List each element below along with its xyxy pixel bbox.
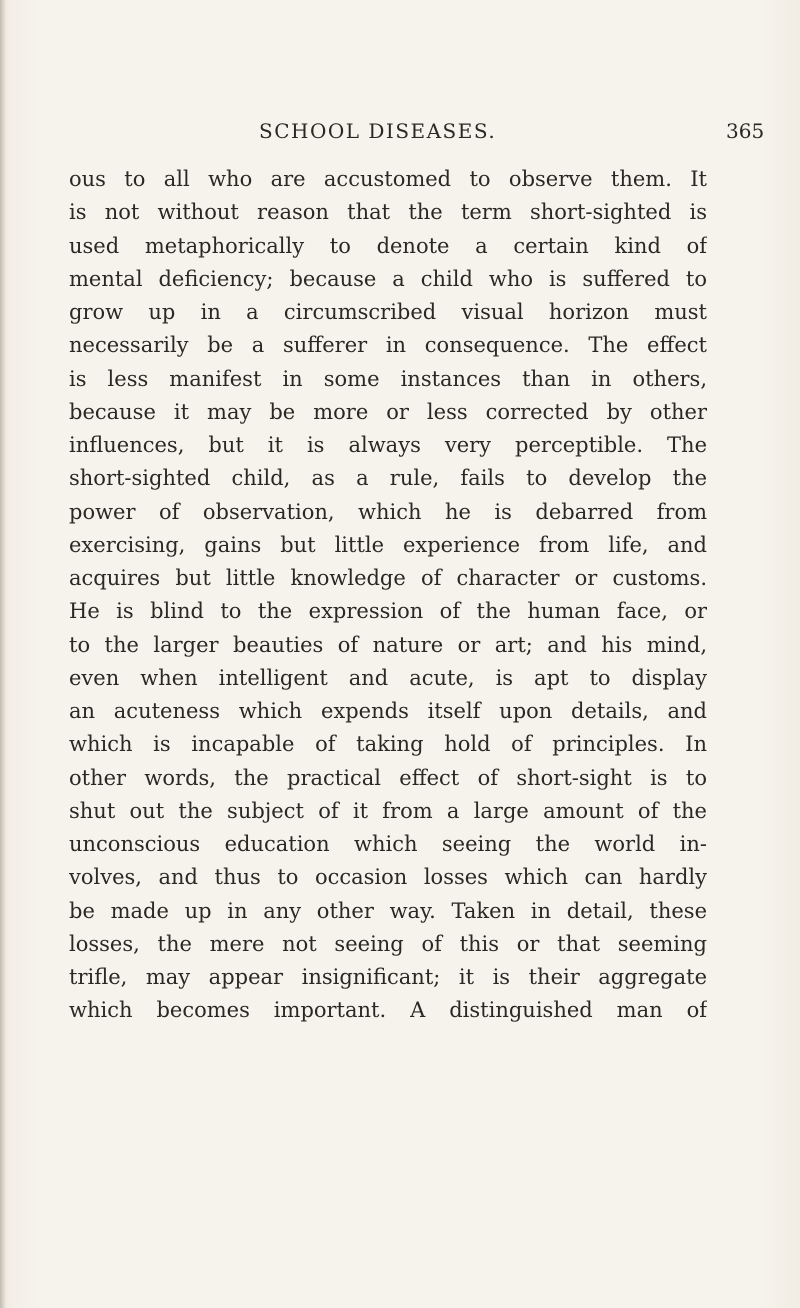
text-line: used metaphorically to denote a certain kind of bbox=[69, 233, 707, 258]
page-number: 365 bbox=[726, 119, 765, 143]
text-line: because it may be more or less corrected by other bbox=[69, 399, 707, 424]
running-head bbox=[0, 119, 800, 143]
text-line: to the larger beauties of nature or art; and his mind, bbox=[69, 632, 707, 657]
text-line: is less manifest in some instances than in others, bbox=[69, 366, 707, 391]
text-line: is not without reason that the term short-sighted is bbox=[69, 200, 707, 225]
text-line: even when intelligent and acute, is apt to display bbox=[69, 665, 707, 690]
text-line: shut out the subject of it from a large amount of the bbox=[69, 798, 707, 823]
text-line: other words, the practical effect of short-sight is to bbox=[69, 765, 707, 790]
text-line: power of observation, which he is debarred from bbox=[69, 499, 707, 524]
text-line: which is incapable of taking hold of principles. In bbox=[69, 732, 707, 757]
text-line: unconscious education which seeing the world in- bbox=[69, 832, 707, 856]
text-line: trifle, may appear insignificant; it is their aggregate bbox=[69, 965, 707, 989]
text-line: exercising, gains but little experience from life, and bbox=[69, 532, 707, 557]
text-line: volves, and thus to occasion losses which can hardly bbox=[69, 865, 707, 890]
page-gutter-shadow bbox=[0, 0, 6, 1308]
text-line: necessarily be a sufferer in consequence. The effect bbox=[69, 333, 707, 358]
text-line: an acuteness which expends itself upon details, and bbox=[69, 699, 707, 723]
text-line: He is blind to the expression of the human face, or bbox=[69, 599, 707, 624]
body-text bbox=[69, 163, 707, 1028]
text-line: which becomes important. A distinguished man of bbox=[69, 998, 707, 1023]
running-title: SCHOOL DISEASES. bbox=[259, 119, 497, 143]
text-line: mental deficiency; because a child who is suffered to bbox=[69, 266, 707, 291]
text-line: influences, but it is always very perceptible. The bbox=[69, 433, 707, 457]
text-line: losses, the mere not seeing of this or that seeming bbox=[69, 931, 707, 956]
text-line: acquires but little knowledge of character or customs. bbox=[69, 566, 707, 590]
text-line: short-sighted child, as a rule, fails to develop the bbox=[69, 466, 707, 491]
text-line: grow up in a circumscribed visual horizon must bbox=[69, 300, 707, 324]
text-line: be made up in any other way. Taken in detail, these bbox=[69, 898, 707, 923]
text-line: ous to all who are accustomed to observe them. It bbox=[69, 167, 707, 191]
